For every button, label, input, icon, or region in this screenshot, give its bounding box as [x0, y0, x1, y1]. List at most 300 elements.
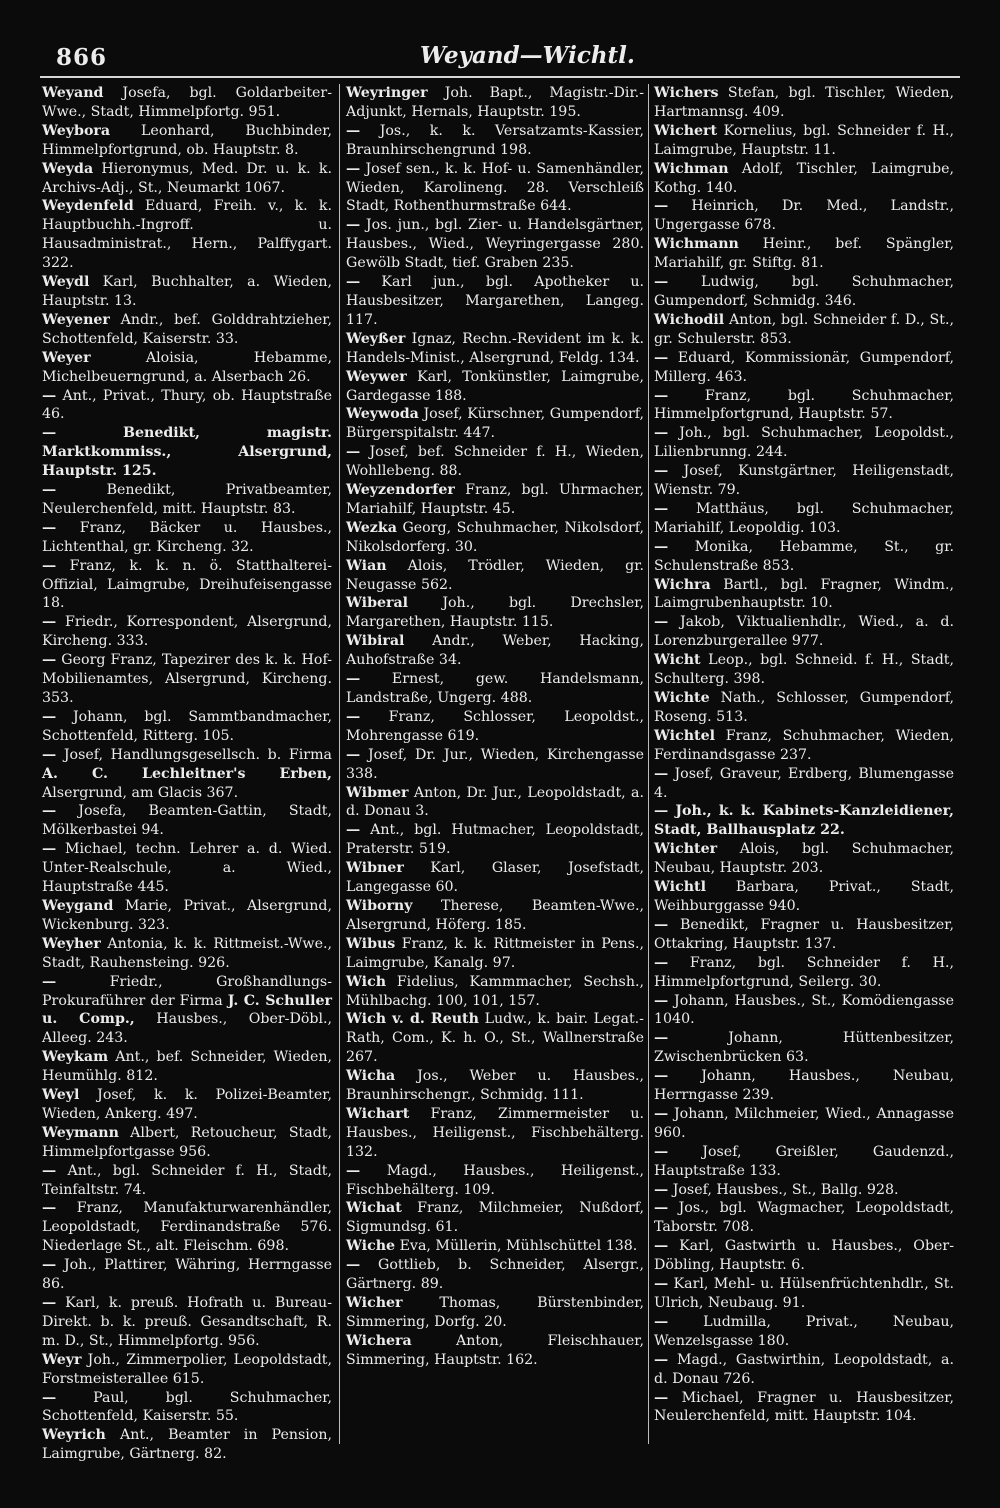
entry-surname: Weywoda	[346, 406, 419, 423]
entry-surname: Weyher	[42, 935, 101, 952]
entry-firm-name: A. C. Lechleitner's Erben,	[42, 765, 332, 782]
directory-entry	[346, 784, 644, 822]
directory-entry	[42, 424, 332, 481]
entry-text: Barbara, Privat., Stadt, Weihburggasse 940.	[654, 879, 954, 914]
entry-dash: —	[654, 1389, 669, 1406]
entry-surname: Wichte	[654, 690, 710, 706]
directory-entry	[654, 802, 954, 840]
entry-dash: —	[654, 1238, 669, 1255]
directory-entry	[42, 481, 332, 519]
entry-text: Thomas, Bürstenbinder, Simmering, Dorfg. 20.	[346, 1295, 644, 1330]
directory-entry	[346, 160, 644, 217]
entry-surname: Weyßer	[346, 330, 406, 347]
entry-text: Jakob, Viktualienhdlr., Wied., a. d. Lorenzburgerallee 977.	[654, 614, 954, 650]
entry-surname: Wichodil	[654, 311, 725, 328]
directory-entry	[654, 576, 954, 614]
entry-text: Alsergrund, am Glacis 367.	[42, 784, 239, 801]
entry-dash: —	[42, 746, 57, 763]
entry-text: Josef, Hausbes., St., Ballg. 928.	[668, 1181, 899, 1198]
directory-entry	[654, 1143, 954, 1181]
directory-entry	[42, 1199, 332, 1256]
directory-entry	[346, 859, 644, 897]
directory-entry	[42, 1351, 332, 1389]
entry-dash: —	[42, 1162, 57, 1179]
directory-entry	[42, 349, 332, 387]
entry-text: Johann, Hüttenbesitzer, Zwischenbrücken 63.	[654, 1030, 954, 1066]
entry-text: Ludmilla, Privat., Neubau, Wenzelsgasse 180.	[654, 1313, 954, 1349]
entry-surname: Wichert	[654, 122, 718, 139]
directory-entry	[42, 1294, 332, 1351]
directory-entry	[42, 1048, 332, 1086]
directory-entry	[346, 897, 644, 935]
directory-entry	[42, 197, 332, 273]
directory-entry	[346, 594, 644, 632]
entry-text: Adolf, Tischler, Laimgrube, Kothg. 140.	[654, 160, 954, 196]
entry-dash: —	[42, 652, 57, 669]
directory-entry	[346, 1199, 644, 1237]
entry-dash: —	[42, 1389, 57, 1406]
entry-surname: Wichat	[346, 1200, 402, 1217]
entry-text: Eduard, Freih. v., k. k. Hauptbuchh.-Ingroff. u. Hausadministrat., Hern., Palffygart. 322.	[42, 198, 332, 272]
entry-text: Franz, k. k. Rittmeister in Pens., Laimgrube, Kanalg. 97.	[346, 935, 644, 971]
directory-entry	[346, 1105, 644, 1162]
entry-text: Jos. jun., bgl. Zier- u. Handelsgärtner, Hausbes., Wied., Weyringergasse 280. Gewölb Stadt, tief. Graben 235.	[346, 217, 644, 272]
directory-entry	[42, 311, 332, 349]
entry-dash: —	[654, 1351, 669, 1368]
entry-dash: —	[654, 463, 669, 480]
entry-dash: —	[654, 198, 669, 215]
directory-entry	[42, 1086, 332, 1124]
entry-text: Michael, techn. Lehrer a. d. Wied. Unter-Realschule, a. Wied., Hauptstraße 445.	[42, 841, 332, 896]
column-3	[654, 84, 954, 1444]
entry-dash: —	[346, 1162, 361, 1179]
entry-surname: Wich	[346, 973, 387, 990]
entry-text: Karl, Glaser, Josefstadt, Langegasse 60.	[346, 860, 644, 896]
directory-entry	[654, 538, 954, 576]
entry-text: Johann, Milchmeier, Wied., Annagasse 960.	[654, 1105, 954, 1141]
entry-surname: Wezka	[346, 519, 397, 536]
entry-dash: —	[42, 482, 57, 499]
entry-text: Jos., Weber u. Hausbes., Braunhirschengr., Schmidg. 111.	[346, 1068, 644, 1104]
page-number: 866	[56, 44, 108, 71]
directory-entry	[654, 424, 954, 462]
entry-text: Benedikt, Fragner u. Hausbesitzer, Ottakring, Hauptstr. 137.	[654, 916, 954, 952]
directory-entry	[42, 746, 332, 803]
entry-surname: Weyl	[42, 1087, 80, 1104]
entry-dash: —	[42, 1295, 57, 1311]
directory-entry	[654, 878, 954, 916]
entry-surname: Weygand	[42, 897, 114, 914]
entry-text: Anton, Dr. Jur., Leopoldstadt, a. d. Donau 3.	[346, 784, 644, 820]
entry-text: Karl, Gastwirth u. Hausbes., Ober-Döbling, Hauptstr. 6.	[654, 1238, 954, 1274]
entry-text: Aloisia, Hebamme, Michelbeuerngrund, a. Alserbach 26.	[42, 349, 332, 385]
entry-dash: —	[346, 708, 361, 725]
entry-dash: —	[42, 519, 57, 536]
entry-dash: —	[654, 992, 669, 1009]
entry-dash: —	[346, 822, 361, 839]
entry-surname: Wichman	[654, 160, 729, 177]
entry-dash: —	[42, 973, 57, 990]
directory-entry	[654, 349, 954, 387]
directory-entry	[42, 935, 332, 973]
directory-entry	[654, 916, 954, 954]
entry-text: Jos., k. k. Versatzamts-Kassier, Braunhirschengrund 198.	[346, 122, 644, 158]
directory-entry	[654, 387, 954, 425]
entry-surname: Weydenfeld	[42, 198, 134, 215]
directory-entry	[42, 613, 332, 651]
entry-text: Franz, bgl. Uhrmacher, Mariahilf, Hauptstr. 45.	[346, 482, 644, 517]
directory-entry	[42, 973, 332, 1049]
entry-text: Heinrich, Dr. Med., Landstr., Ungergasse 678.	[654, 198, 954, 234]
entry-text: Heinr., bef. Spängler, Mariahilf, gr. Stiftg. 81.	[654, 236, 954, 272]
entry-surname: Wichera	[346, 1332, 412, 1349]
directory-entry	[346, 443, 644, 481]
entry-surname: Weyr	[42, 1351, 82, 1368]
entry-text: Josef, bef. Schneider f. H., Wieden, Wohllebeng. 88.	[346, 444, 644, 480]
entry-text: Alois, Trödler, Wieden, gr. Neugasse 562.	[346, 557, 644, 593]
directory-entry	[654, 1237, 954, 1275]
directory-entry	[654, 273, 954, 311]
entry-surname: Weyringer	[346, 85, 428, 101]
entry-surname: Wiberal	[346, 595, 409, 612]
entry-text: Bartl., bgl. Fragner, Windm., Laimgrubenhauptstr. 10.	[654, 576, 954, 612]
directory-entry	[346, 273, 644, 330]
entry-surname: Wicha	[346, 1068, 396, 1085]
entry-dash: —	[654, 1276, 669, 1293]
entry-text: Ant., Beamter in Pension, Laimgrube, Gärtnerg. 82.	[42, 1427, 332, 1463]
entry-firm-name: J. C. Schuller u. Comp.,	[42, 992, 332, 1028]
directory-entry	[346, 1332, 644, 1370]
entry-text: Joh., bgl. Drechsler, Margarethen, Hauptstr. 115.	[346, 595, 644, 631]
entry-text: Monika, Hebamme, St., gr. Schulenstraße 853.	[654, 538, 954, 574]
directory-entry	[654, 1067, 954, 1105]
entry-dash: —	[42, 425, 57, 442]
entry-text: Hausbes., Ober-Döbl., Alleeg. 243.	[42, 1011, 332, 1047]
directory-entry	[654, 727, 954, 765]
directory-entry	[654, 235, 954, 273]
entry-dash: —	[42, 1257, 57, 1274]
entry-text: Ludw., k. bair. Legat.-Rath, Com., K. h. O., St., Wallnerstraße 267.	[346, 1011, 644, 1066]
directory-entry	[346, 330, 644, 368]
entry-text: Fidelius, Kammmacher, Sechsh., Mühlbachg. 100, 101, 157.	[346, 973, 644, 1009]
entry-dash: —	[654, 765, 669, 782]
directory-entry	[42, 1256, 332, 1294]
directory-entry	[654, 1313, 954, 1351]
entry-text: Franz, Bäcker u. Hausbes., Lichtenthal, gr. Kircheng. 32.	[42, 519, 332, 555]
entry-text: Johann, Hausbes., Neubau, Herrngasse 239.	[654, 1068, 954, 1104]
entry-dash: —	[654, 803, 669, 820]
directory-entry	[346, 216, 644, 273]
entry-text: Josefa, bgl. Goldarbeiter-Wwe., Stadt, Himmelpfortg. 951.	[42, 85, 332, 120]
directory-entry	[346, 746, 644, 784]
directory-entry	[654, 689, 954, 727]
entry-surname: Weyrich	[42, 1427, 106, 1444]
directory-entry	[654, 954, 954, 992]
entry-dash: —	[346, 217, 361, 234]
entry-text: Franz, Milchmeier, Nußdorf, Sigmundsg. 61.	[346, 1200, 644, 1236]
entry-text: Georg, Schuhmacher, Nikolsdorf, Nikolsdorferg. 30.	[346, 519, 644, 555]
entry-text: Josef, k. k. Polizei-Beamter, Wieden, Ankerg. 497.	[42, 1087, 332, 1122]
entry-surname: Wibner	[346, 860, 404, 877]
entry-text: Josefa, Beamten-Gattin, Stadt, Mölkerbastei 94.	[42, 803, 332, 839]
column-2	[346, 84, 644, 1444]
entry-dash: —	[654, 954, 669, 971]
entry-dash: —	[654, 274, 669, 291]
entry-text: Ant., bgl. Hutmacher, Leopoldstadt, Praterstr. 519.	[346, 822, 644, 858]
entry-dash: —	[654, 1068, 669, 1085]
entry-text: Johann, bgl. Sammtbandmacher, Schottenfeld, Ritterg. 105.	[42, 708, 332, 744]
entry-dash: —	[654, 916, 669, 933]
entry-surname: Wiche	[346, 1238, 396, 1255]
entry-surname: Wichers	[654, 85, 719, 101]
entry-text: Johann, Hausbes., St., Komödiengasse 1040.	[654, 992, 954, 1028]
entry-text: Magd., Hausbes., Heiligenst., Fischbehälterg. 109.	[346, 1162, 644, 1198]
entry-text: Karl, Buchhalter, a. Wieden, Hauptstr. 13.	[42, 274, 332, 309]
directory-entry	[346, 821, 644, 859]
directory-entry	[346, 519, 644, 557]
entry-dash: —	[654, 1143, 669, 1160]
entry-text: Gottlieb, b. Schneider, Alsergr., Gärtnerg. 89.	[346, 1257, 644, 1293]
entry-dash: —	[654, 387, 669, 404]
entry-text: Franz, k. k. n. ö. Statthalterei-Offizial, Laimgrube, Dreihufeisengasse 18.	[42, 557, 332, 612]
entry-text: Ant., bgl. Schneider f. H., Stadt, Teinfaltstr. 74.	[42, 1162, 332, 1198]
entry-dash: —	[346, 160, 361, 177]
directory-entry	[654, 651, 954, 689]
entry-surname: Weyzendorfer	[346, 482, 455, 499]
entry-text: Josef, Kunstgärtner, Heiligenstadt, Wienstr. 79.	[654, 463, 954, 499]
directory-entry	[654, 1389, 954, 1427]
entry-text: Anton, Fleischhauer, Simmering, Hauptstr. 162.	[346, 1332, 644, 1368]
entry-text: Georg Franz, Tapezirer des k. k. Hof-Mobilienamtes, Alsergrund, Kircheng. 353.	[42, 652, 332, 706]
entry-text: Joh., bgl. Schuhmacher, Leopoldst., Lilienbrunng. 244.	[654, 425, 954, 461]
entry-dash: —	[42, 557, 57, 574]
directory-entry	[654, 500, 954, 538]
entry-text: Leonhard, Buchbinder, Himmelpfortgrund, ob. Hauptstr. 8.	[42, 122, 332, 158]
directory-entry	[42, 519, 332, 557]
entry-text: Alois, bgl. Schuhmacher, Neubau, Hauptstr. 203.	[654, 841, 954, 877]
directory-entry	[42, 387, 332, 425]
entry-text: Benedikt, magistr. Marktkommiss., Alsergrund, Hauptstr. 125.	[42, 425, 332, 480]
entry-text: Friedr., Großhandlungs-Prokuraführer der Firma	[42, 973, 332, 1009]
entry-text: Antonia, k. k. Rittmeist.-Wwe., Stadt, Rauhensteing. 926.	[42, 935, 332, 971]
entry-text: Josef, Dr. Jur., Wieden, Kirchengasse 338.	[346, 746, 644, 782]
directory-entry	[654, 84, 954, 122]
entry-text: Andr., bef. Golddrahtzieher, Schottenfeld, Kaiserstr. 33.	[42, 311, 332, 347]
entry-surname: Weyand	[42, 85, 104, 101]
entry-surname: Weywer	[346, 368, 407, 385]
directory-entry	[654, 1029, 954, 1067]
entry-text: Eva, Müllerin, Mühlschüttel 138.	[395, 1238, 638, 1255]
entry-surname: Wibus	[346, 935, 396, 952]
column-1	[42, 84, 332, 1463]
directory-entry	[346, 1010, 644, 1067]
entry-surname: Weyener	[42, 311, 110, 328]
entry-text: Josef, Kürschner, Gumpendorf, Bürgerspitalstr. 447.	[346, 406, 644, 442]
entry-dash: —	[346, 746, 361, 763]
entry-surname: Wicht	[654, 652, 701, 669]
entry-text: Joh., k. k. Kabinets-Kanzleidiener, Stadt, Ballhausplatz 22.	[654, 803, 954, 839]
entry-text: Hieronymus, Med. Dr. u. k. k. Archivs-Adj., St., Neumarkt 1067.	[42, 160, 332, 196]
entry-text: Ludwig, bgl. Schuhmacher, Gumpendorf, Schmidg. 346.	[654, 274, 954, 309]
directory-entry	[42, 897, 332, 935]
entry-dash: —	[654, 1313, 669, 1330]
entry-surname: Wibiral	[346, 633, 405, 650]
directory-entry	[42, 840, 332, 897]
directory-entry	[654, 1351, 954, 1389]
directory-entry	[654, 1105, 954, 1143]
entry-surname: Wichtl	[654, 879, 706, 896]
entry-text: Josef, Greißler, Gaudenzd., Hauptstraße 133.	[654, 1143, 954, 1179]
entry-dash: —	[654, 1200, 669, 1217]
directory-entry	[346, 84, 644, 122]
entry-text: Josef, Graveur, Erdberg, Blumengasse 4.	[654, 765, 954, 801]
entry-text: Friedr., Korrespondent, Alsergrund, Kircheng. 333.	[42, 614, 332, 650]
entry-dash: —	[654, 1105, 669, 1122]
entry-text: Kornelius, bgl. Schneider f. H., Laimgrube, Hauptstr. 11.	[654, 122, 954, 158]
directory-entry	[42, 1426, 332, 1464]
entry-dash: —	[654, 1030, 669, 1047]
entry-text: Ignaz, Rechn.-Revident im k. k. Handels-Minist., Alsergrund, Feldg. 134.	[346, 330, 644, 366]
entry-text: Franz, Schlosser, Leopoldst., Mohrengasse 619.	[346, 708, 644, 744]
directory-entry	[42, 1389, 332, 1427]
entry-text: Karl, Tonkünstler, Laimgrube, Gardegasse 188.	[346, 368, 644, 404]
entry-text: Franz, Zimmermeister u. Hausbes., Heiligenst., Fischbehälterg. 132.	[346, 1105, 644, 1160]
entry-text: Therese, Beamten-Wwe., Alsergrund, Höferg. 185.	[346, 897, 644, 933]
entry-text: Jos., bgl. Wagmacher, Leopoldstadt, Taborstr. 708.	[654, 1200, 954, 1236]
directory-entry	[654, 1181, 954, 1200]
directory-entry	[654, 197, 954, 235]
entry-surname: Wichart	[346, 1105, 410, 1122]
entry-dash: —	[42, 614, 57, 631]
entry-text: Benedikt, Privatbeamter, Neulerchenfeld, mitt. Hauptstr. 83.	[42, 482, 332, 517]
entry-text: Karl, k. preuß. Hofrath u. Bureau-Direkt. b. k. preuß. Gesandtschaft, R. m. D., St., Himmelpfortg. 956.	[42, 1295, 332, 1349]
directory-entry	[654, 1199, 954, 1237]
header-rule	[40, 76, 960, 78]
directory-entry	[346, 708, 644, 746]
entry-text: Matthäus, bgl. Schuhmacher, Mariahilf, Leopoldig. 103.	[654, 500, 954, 536]
entry-dash: —	[346, 444, 361, 461]
entry-dash: —	[654, 349, 669, 366]
page-header	[0, 40, 1000, 80]
entry-text: Joh. Bapt., Magistr.-Dir.-Adjunkt, Hernals, Hauptstr. 195.	[346, 85, 644, 120]
directory-entry	[346, 1162, 644, 1200]
directory-entry	[42, 1124, 332, 1162]
entry-surname: Wian	[346, 557, 387, 574]
entry-dash: —	[346, 1257, 361, 1274]
directory-entry	[42, 802, 332, 840]
column-divider	[339, 84, 340, 1444]
entry-surname: Weybora	[42, 122, 111, 139]
entry-text: Josef, Handlungsgesellsch. b. Firma	[56, 746, 332, 763]
directory-entry	[346, 1256, 644, 1294]
directory-entry	[346, 670, 644, 708]
entry-text: Albert, Retoucheur, Stadt, Himmelpfortgasse 956.	[42, 1124, 332, 1160]
entry-text: Josef sen., k. k. Hof- u. Samenhändler, Wieden, Karolineng. 28. Verschleiß Stadt, Rothenthurmstraße 644.	[346, 160, 644, 215]
entry-surname: Wicher	[346, 1295, 403, 1311]
directory-entry	[654, 122, 954, 160]
directory-entry	[42, 84, 332, 122]
directory-entry	[654, 613, 954, 651]
entry-text: Marie, Privat., Alsergrund, Wickenburg. 323.	[42, 897, 332, 933]
page-title: Weyand—Wichtl.	[420, 42, 635, 69]
directory-entry	[42, 1162, 332, 1200]
entry-surname: Wich v. d. Reuth	[346, 1011, 479, 1028]
directory-entry	[654, 1275, 954, 1313]
directory-entry	[654, 840, 954, 878]
entry-text: Michael, Fragner u. Hausbesitzer, Neulerchenfeld, mitt. Hauptstr. 104.	[654, 1389, 954, 1425]
entry-text: Joh., Zimmerpolier, Leopoldstadt, Forstmeisterallee 615.	[42, 1351, 332, 1387]
entry-text: Andr., Weber, Hacking, Auhofstraße 34.	[346, 633, 644, 669]
entry-text: Anton, bgl. Schneider f. D., St., gr. Schulerstr. 853.	[654, 311, 954, 347]
column-divider	[648, 84, 649, 1444]
directory-entry	[42, 160, 332, 198]
entry-dash: —	[346, 274, 361, 291]
entry-text: Karl jun., bgl. Apotheker u. Hausbesitzer, Margarethen, Langeg. 117.	[346, 274, 644, 328]
directory-entry	[346, 1294, 644, 1332]
entry-text: Franz, Schuhmacher, Wieden, Ferdinandsgasse 237.	[654, 727, 954, 763]
directory-entry	[654, 765, 954, 803]
entry-surname: Weymann	[42, 1124, 119, 1141]
directory-entry	[42, 122, 332, 160]
entry-text: Franz, bgl. Schuhmacher, Himmelpfortgrund, Hauptstr. 57.	[654, 387, 954, 423]
entry-surname: Wibmer	[346, 784, 409, 801]
entry-text: Eduard, Kommissionär, Gumpendorf, Millerg. 463.	[654, 349, 954, 385]
entry-text: Nath., Schlosser, Gumpendorf, Roseng. 513.	[654, 690, 954, 725]
entry-dash: —	[42, 387, 57, 404]
directory-entry	[654, 992, 954, 1030]
directory-entry	[346, 1067, 644, 1105]
entry-surname: Wichtel	[654, 727, 715, 744]
directory-entry	[654, 311, 954, 349]
entry-text: Ant., Privat., Thury, ob. Hauptstraße 46.	[42, 387, 332, 423]
entry-surname: Weydl	[42, 274, 90, 291]
directory-entry	[42, 651, 332, 708]
entry-dash: —	[42, 708, 57, 725]
entry-dash: —	[654, 538, 669, 555]
directory-entry	[346, 481, 644, 519]
directory-entry	[346, 122, 644, 160]
directory-entry	[654, 462, 954, 500]
directory-entry	[346, 557, 644, 595]
entry-text: Paul, bgl. Schuhmacher, Schottenfeld, Kaiserstr. 55.	[42, 1389, 332, 1425]
entry-dash: —	[654, 1181, 669, 1198]
entry-surname: Weykam	[42, 1049, 109, 1066]
entry-text: Leop., bgl. Schneid. f. H., Stadt, Schulterg. 398.	[654, 652, 954, 688]
entry-text: Ant., bef. Schneider, Wieden, Heumühlg. 812.	[42, 1049, 332, 1085]
entry-dash: —	[346, 671, 361, 688]
entry-surname: Wichter	[654, 841, 718, 858]
entry-text: Ernest, gew. Handelsmann, Landstraße, Ungerg. 488.	[346, 671, 644, 706]
entry-dash: —	[654, 614, 669, 631]
directory-entry	[42, 557, 332, 614]
directory-entry	[346, 632, 644, 670]
entry-surname: Weyda	[42, 160, 94, 177]
directory-entry	[346, 405, 644, 443]
entry-surname: Wiborny	[346, 897, 413, 914]
directory-entry	[654, 160, 954, 198]
entry-text: Stefan, bgl. Tischler, Wieden, Hartmannsg. 409.	[654, 85, 954, 120]
entry-dash: —	[346, 122, 361, 139]
entry-surname: Wichmann	[654, 236, 739, 253]
directory-entry	[346, 368, 644, 406]
entry-text: Joh., Plattirer, Währing, Herrngasse 86.	[42, 1257, 332, 1293]
entry-dash: —	[42, 803, 57, 820]
entry-dash: —	[654, 425, 669, 442]
entry-surname: Wichra	[654, 576, 711, 593]
directory-entry	[42, 708, 332, 746]
entry-text: Magd., Gastwirthin, Leopoldstadt, a. d. Donau 726.	[654, 1351, 954, 1387]
directory-entry	[346, 1237, 644, 1256]
